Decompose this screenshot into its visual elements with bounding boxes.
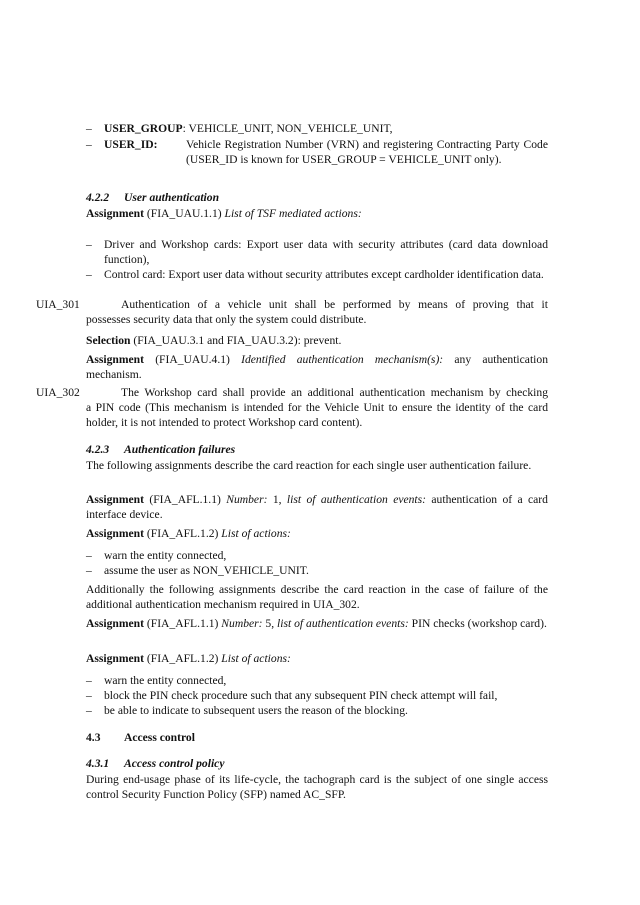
user-group-item: – USER_GROUP: VEHICLE_UNIT, NON_VEHICLE_UNIT, [86, 122, 393, 135]
user-id-name: USER_ID [104, 138, 154, 151]
list-item: – warn the entity connected, [86, 674, 227, 687]
heading-4-3-1: 4.3.1 Access control policy [86, 757, 225, 770]
list-item: – warn the entity connected, [86, 549, 227, 562]
access-control-policy-text: During end-usage phase of its life-cycle, the tachograph card is the subject of one single access control Security Function Policy (SFP) named AC_SFP. [86, 773, 548, 801]
list-item: – be able to indicate to subsequent users the reason of the blocking. [86, 704, 408, 717]
list-item: – Driver and Workshop cards: Export user data with security attributes (card data download function), [86, 238, 548, 266]
user-group-name: USER_GROUP [104, 122, 183, 135]
assignment-afl-1-1: Assignment (FIA_AFL.1.1) Number: 1, list of authentication events: authentication of a card interface device. [86, 493, 548, 521]
list-item: – block the PIN check procedure such that any subsequent PIN check attempt will fail, [86, 689, 498, 702]
auth-failure-intro: The following assignments describe the card reaction for each single user authentication failure. [86, 459, 532, 472]
heading-4-2-2: 4.2.2 User authentication [86, 191, 220, 204]
list-item: – Control card: Export user data without security attributes except cardholder identification data. [86, 268, 544, 281]
additional-assignments-text: Additionally the following assignments describe the card reaction in the case of failure of the additional authentication mechanism required in UIA_302. [86, 583, 548, 611]
requirement-uia-302: UIA_302 The Workshop card shall provide an additional authentication mechanism by checking a PIN code (This mechanism is intended for the Vehicle Unit to ensure the identity of the card holder, it is not intended to protect Workshop card content). [36, 386, 548, 429]
user-id-item: – USER_ID: [86, 138, 158, 151]
assignment-uau-1-1: Assignment (FIA_UAU.1.1) List of TSF mediated actions: [86, 207, 362, 220]
heading-4-2-3: 4.2.3 Authentication failures [86, 443, 236, 456]
assignment-afl-1-1-pin: Assignment (FIA_AFL.1.1) Number: 5, list of authentication events: PIN checks (workshop card). [86, 617, 547, 630]
requirement-uia-301: UIA_301 Authentication of a vehicle unit shall be performed by means of proving that it possesses security data that only the system could distribute. [36, 298, 548, 326]
heading-4-3: 4.3 Access control [86, 731, 195, 744]
assignment-afl-1-2-pin: Assignment (FIA_AFL.1.2) List of actions: [86, 652, 291, 665]
user-id-value: Vehicle Registration Number (VRN) and registering Contracting Party Code (USER_ID is known for USER_GROUP = VEHICLE_UNIT only). [186, 138, 548, 166]
list-item: – assume the user as NON_VEHICLE_UNIT. [86, 564, 309, 577]
assignment-uau-4-1: Assignment (FIA_UAU.4.1) Identified authentication mechanism(s): any authentication mechanism. [86, 353, 548, 381]
assignment-afl-1-2: Assignment (FIA_AFL.1.2) List of actions: [86, 527, 291, 540]
user-group-value: VEHICLE_UNIT, NON_VEHICLE_UNIT, [188, 122, 393, 135]
selection-uau-3: Selection (FIA_UAU.3.1 and FIA_UAU.3.2): prevent. [86, 334, 342, 347]
